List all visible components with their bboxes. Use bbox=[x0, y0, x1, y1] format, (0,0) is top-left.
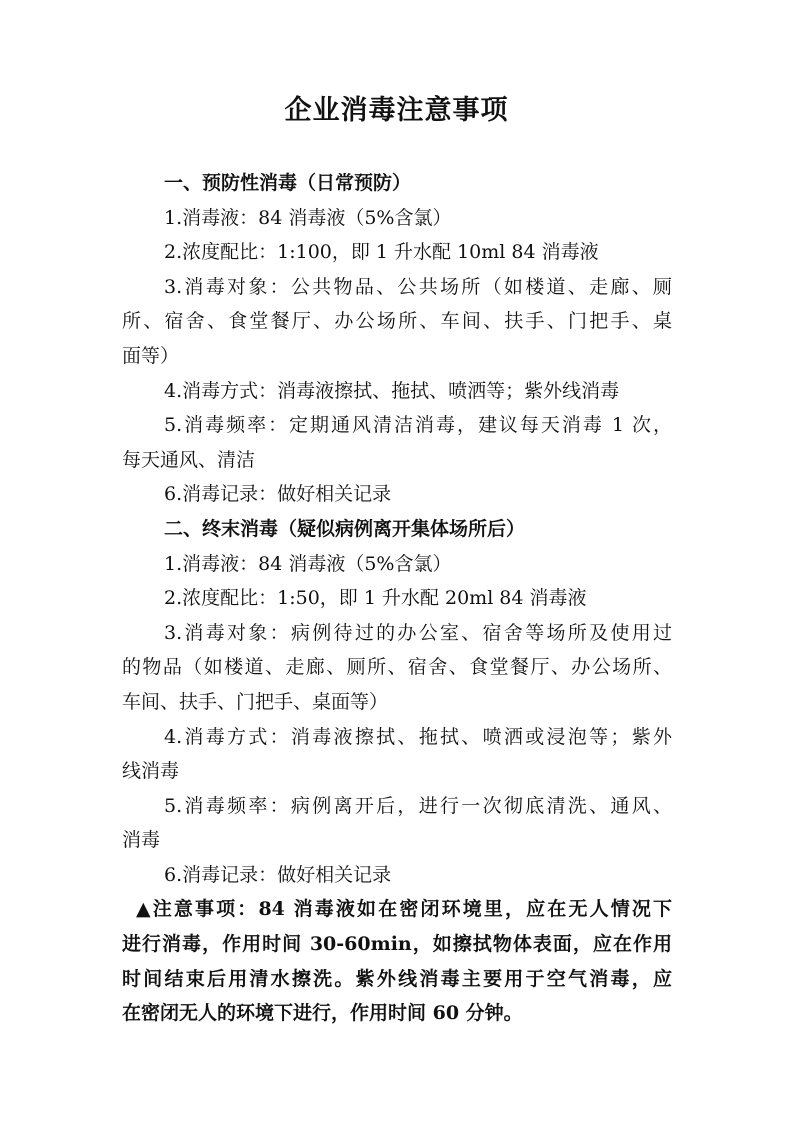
note-line: ▲注意事项：84 消毒液如在密闭环境里，应在无人情况下 bbox=[136, 898, 672, 921]
item-line: 线消毒 bbox=[122, 760, 180, 783]
item-line: 4.消毒方式：消毒液擦拭、拖拭、喷洒或浸泡等；紫外 bbox=[164, 725, 672, 748]
list-item bbox=[122, 547, 672, 582]
note-line: 时间结束后用清水擦洗。紫外线消毒主要用于空气消毒，应 bbox=[122, 967, 672, 990]
section-heading: 二、终末消毒（疑似病例离开集体场所后） bbox=[164, 517, 526, 540]
list-item bbox=[122, 858, 672, 893]
item-line: 每天通风、清洁 bbox=[122, 448, 256, 471]
item-line: 所、宿舍、食堂餐厅、办公场所、车间、扶手、门把手、桌 bbox=[122, 310, 672, 333]
item-line: 1.消毒液：84 消毒液（5%含氯） bbox=[164, 552, 452, 575]
item-line: 6.消毒记录：做好相关记录 bbox=[164, 863, 392, 886]
list-item bbox=[122, 374, 672, 409]
item-line: 3.消毒对象：病例待过的办公室、宿舍等场所及使用过 bbox=[164, 621, 672, 644]
list-item bbox=[122, 201, 672, 236]
item-line: 的物品（如楼道、走廊、厕所、宿舍、食堂餐厅、办公场所、 bbox=[122, 656, 672, 679]
item-line: 车间、扶手、门把手、桌面等） bbox=[122, 690, 389, 713]
list-item bbox=[122, 581, 672, 616]
section-heading: 一、预防性消毒（日常预防） bbox=[164, 172, 412, 194]
note-line: 在密闭无人的环境下进行，作用时间 60 分钟。 bbox=[122, 1002, 523, 1025]
document-body bbox=[122, 166, 672, 1031]
item-line: 1.消毒液：84 消毒液（5%含氯） bbox=[164, 206, 452, 229]
item-line: 3.消毒对象：公共物品、公共场所（如楼道、走廊、厕 bbox=[164, 275, 672, 298]
item-line: 2.浓度配比：1:100，即 1 升水配 10ml 84 消毒液 bbox=[164, 241, 599, 264]
item-line: 面等） bbox=[122, 344, 180, 367]
list-item bbox=[122, 789, 672, 858]
list-item bbox=[122, 616, 672, 720]
list-item bbox=[122, 477, 672, 512]
item-line: 消毒 bbox=[122, 829, 161, 852]
item-line: 2.浓度配比：1:50，即 1 升水配 20ml 84 消毒液 bbox=[164, 587, 587, 610]
item-line: 5.消毒频率：定期通风清洁消毒，建议每天消毒 1 次， bbox=[164, 414, 672, 437]
note-line: 进行消毒，作用时间 30-60min，如擦拭物体表面，应在作用 bbox=[122, 933, 672, 956]
page-title: 企业消毒注意事项 bbox=[284, 95, 509, 126]
list-item bbox=[122, 408, 672, 477]
item-line: 6.消毒记录：做好相关记录 bbox=[164, 483, 392, 506]
item-line: 4.消毒方式：消毒液擦拭、拖拭、喷洒等；紫外线消毒 bbox=[164, 379, 620, 402]
list-item bbox=[122, 235, 672, 270]
list-item bbox=[122, 270, 672, 374]
section-1 bbox=[122, 166, 672, 512]
section-2 bbox=[122, 512, 672, 893]
item-line: 5.消毒频率：病例离开后，进行一次彻底清洗、通风、 bbox=[164, 794, 672, 817]
caution-note bbox=[122, 892, 672, 1030]
list-item bbox=[122, 720, 672, 789]
